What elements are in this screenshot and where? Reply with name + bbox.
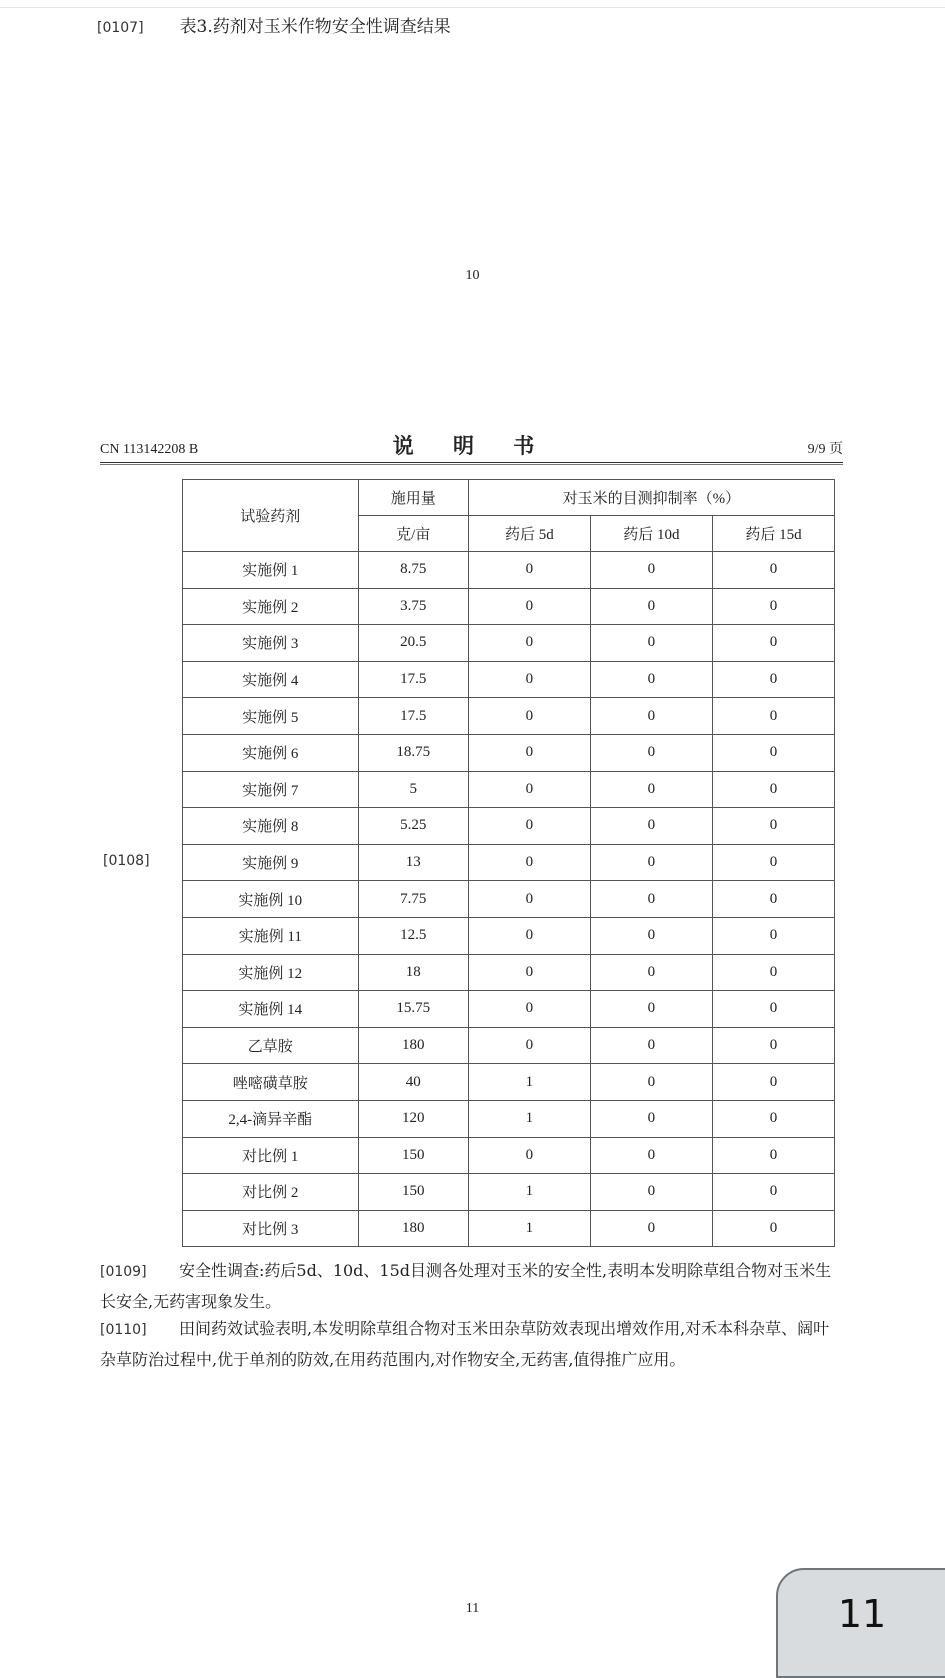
cell-dose: 40: [358, 1064, 468, 1101]
paragraph-text: 田间药效试验表明,本发明除草组合物对玉米田杂草防效表现出增效作用,对禾本科杂草、阔叶杂草防治过程中,优于单剂的防效,在用药范围内,对作物安全,无药害,值得推广应用。: [100, 1319, 830, 1369]
cell-agent: 唑嘧磺草胺: [183, 1064, 359, 1101]
cell-agent: 实施例 3: [183, 625, 359, 662]
cell-agent: 实施例 11: [183, 917, 359, 954]
cell-d10: 0: [590, 698, 712, 735]
cell-dose: 17.5: [358, 661, 468, 698]
cell-d10: 0: [590, 771, 712, 808]
cell-agent: 实施例 8: [183, 808, 359, 845]
cell-d10: 0: [590, 552, 712, 589]
cell-d15: 0: [712, 808, 834, 845]
cell-d15: 0: [712, 954, 834, 991]
cell-dose: 17.5: [358, 698, 468, 735]
cell-d5: 0: [468, 698, 590, 735]
table-row: [183, 661, 835, 698]
cell-dose: 180: [358, 1210, 468, 1247]
cell-d10: 0: [590, 808, 712, 845]
header-agent: 试验药剂: [183, 480, 359, 552]
table-row: [183, 1100, 835, 1137]
cell-agent: 实施例 4: [183, 661, 359, 698]
cell-dose: 12.5: [358, 917, 468, 954]
safety-results-table: [182, 479, 835, 1247]
cell-d15: 0: [712, 734, 834, 771]
cell-d5: 1: [468, 1100, 590, 1137]
page-indicator-number: 11: [837, 1592, 887, 1636]
cell-dose: 150: [358, 1174, 468, 1211]
cell-d10: 0: [590, 661, 712, 698]
header-dose-unit: 克/亩: [358, 516, 468, 552]
cell-d10: 0: [590, 1210, 712, 1247]
cell-d15: 0: [712, 917, 834, 954]
cell-d5: 0: [468, 844, 590, 881]
cell-d15: 0: [712, 1174, 834, 1211]
table-header-row: [183, 480, 835, 516]
table-row: [183, 771, 835, 808]
cell-dose: 7.75: [358, 881, 468, 918]
cell-d10: 0: [590, 625, 712, 662]
cell-agent: 实施例 6: [183, 734, 359, 771]
top-divider: [0, 7, 945, 8]
cell-agent: 实施例 14: [183, 991, 359, 1028]
paragraph-0109: [100, 1256, 845, 1316]
cell-d15: 0: [712, 588, 834, 625]
cell-d5: 0: [468, 808, 590, 845]
cell-d15: 0: [712, 881, 834, 918]
cell-d10: 0: [590, 844, 712, 881]
cell-d5: 0: [468, 588, 590, 625]
table-row: [183, 698, 835, 735]
cell-dose: 120: [358, 1100, 468, 1137]
publication-number: CN 113142208 B: [100, 442, 199, 457]
table-row: [183, 1064, 835, 1101]
page-number-previous: 10: [465, 268, 480, 283]
cell-dose: 18: [358, 954, 468, 991]
document-title: 说 明 书: [392, 433, 551, 458]
table-row: [183, 844, 835, 881]
header-dose: 施用量: [358, 480, 468, 516]
table-row: [183, 1174, 835, 1211]
cell-dose: 5.25: [358, 808, 468, 845]
cell-agent: 乙草胺: [183, 1027, 359, 1064]
paragraph-text: 安全性调查:药后5d、10d、15d目测各处理对玉米的安全性,表明本发明除草组合物对玉米生长安全,无药害现象发生。: [100, 1261, 832, 1311]
cell-d5: 0: [468, 734, 590, 771]
cell-d10: 0: [590, 1174, 712, 1211]
paragraph-number: [0110]: [100, 1322, 147, 1338]
cell-d10: 0: [590, 734, 712, 771]
cell-agent: 2,4-滴异辛酯: [183, 1100, 359, 1137]
cell-dose: 5: [358, 771, 468, 808]
cell-d5: 0: [468, 625, 590, 662]
cell-d5: 0: [468, 661, 590, 698]
cell-agent: 实施例 2: [183, 588, 359, 625]
cell-d15: 0: [712, 1064, 834, 1101]
cell-d10: 0: [590, 1100, 712, 1137]
cell-d5: 0: [468, 881, 590, 918]
table-body: [183, 552, 835, 1247]
paragraph-number: [0107]: [97, 20, 144, 36]
paragraph-0107: [97, 12, 451, 37]
page-number-footer: 11: [465, 1601, 480, 1616]
page-indicator-badge[interactable]: [776, 1568, 945, 1678]
cell-dose: 3.75: [358, 588, 468, 625]
cell-d5: 0: [468, 1137, 590, 1174]
table-row: [183, 625, 835, 662]
paragraph-number: [0109]: [100, 1264, 147, 1280]
cell-agent: 实施例 7: [183, 771, 359, 808]
cell-dose: 8.75: [358, 552, 468, 589]
cell-d5: 0: [468, 771, 590, 808]
cell-d15: 0: [712, 771, 834, 808]
header-inhibition-group: 对玉米的目测抑制率（%）: [468, 480, 834, 516]
header-day5: 药后 5d: [468, 516, 590, 552]
table-row: [183, 991, 835, 1028]
cell-d10: 0: [590, 588, 712, 625]
cell-d15: 0: [712, 991, 834, 1028]
cell-dose: 180: [358, 1027, 468, 1064]
table-row: [183, 917, 835, 954]
header-day15: 药后 15d: [712, 516, 834, 552]
cell-d15: 0: [712, 552, 834, 589]
cell-d15: 0: [712, 661, 834, 698]
cell-d5: 1: [468, 1210, 590, 1247]
table-row: [183, 954, 835, 991]
table-row: [183, 881, 835, 918]
cell-d10: 0: [590, 1064, 712, 1101]
table-row: [183, 808, 835, 845]
cell-agent: 实施例 10: [183, 881, 359, 918]
table-caption: 表3.药剂对玉米作物安全性调查结果: [179, 17, 451, 37]
cell-d5: 1: [468, 1174, 590, 1211]
cell-d10: 0: [590, 991, 712, 1028]
cell-d15: 0: [712, 844, 834, 881]
cell-d15: 0: [712, 698, 834, 735]
cell-d15: 0: [712, 1210, 834, 1247]
table-row: [183, 1137, 835, 1174]
cell-d10: 0: [590, 881, 712, 918]
cell-d10: 0: [590, 954, 712, 991]
cell-d10: 0: [590, 1137, 712, 1174]
cell-d5: 0: [468, 1027, 590, 1064]
cell-dose: 13: [358, 844, 468, 881]
cell-d5: 1: [468, 1064, 590, 1101]
cell-d10: 0: [590, 1027, 712, 1064]
header-divider-thin: [100, 464, 843, 465]
cell-agent: 对比例 1: [183, 1137, 359, 1174]
cell-agent: 实施例 12: [183, 954, 359, 991]
cell-d15: 0: [712, 625, 834, 662]
cell-agent: 对比例 2: [183, 1174, 359, 1211]
page-of-count: 9/9 页: [807, 442, 843, 457]
cell-agent: 实施例 9: [183, 844, 359, 881]
cell-d5: 0: [468, 552, 590, 589]
table-row: [183, 1210, 835, 1247]
cell-dose: 18.75: [358, 734, 468, 771]
cell-d10: 0: [590, 917, 712, 954]
table-row: [183, 552, 835, 589]
table-row: [183, 1027, 835, 1064]
cell-d5: 0: [468, 917, 590, 954]
cell-agent: 对比例 3: [183, 1210, 359, 1247]
header-day10: 药后 10d: [590, 516, 712, 552]
paragraph-0110: [100, 1314, 845, 1374]
header-divider: [100, 462, 843, 463]
cell-d15: 0: [712, 1027, 834, 1064]
table-row: [183, 588, 835, 625]
cell-agent: 实施例 1: [183, 552, 359, 589]
cell-d5: 0: [468, 954, 590, 991]
cell-agent: 实施例 5: [183, 698, 359, 735]
cell-d15: 0: [712, 1137, 834, 1174]
paragraph-number-0108: [0108]: [103, 853, 150, 869]
cell-d15: 0: [712, 1100, 834, 1137]
cell-dose: 20.5: [358, 625, 468, 662]
table-row: [183, 734, 835, 771]
page-header: [100, 430, 843, 462]
cell-dose: 15.75: [358, 991, 468, 1028]
cell-d5: 0: [468, 991, 590, 1028]
cell-dose: 150: [358, 1137, 468, 1174]
